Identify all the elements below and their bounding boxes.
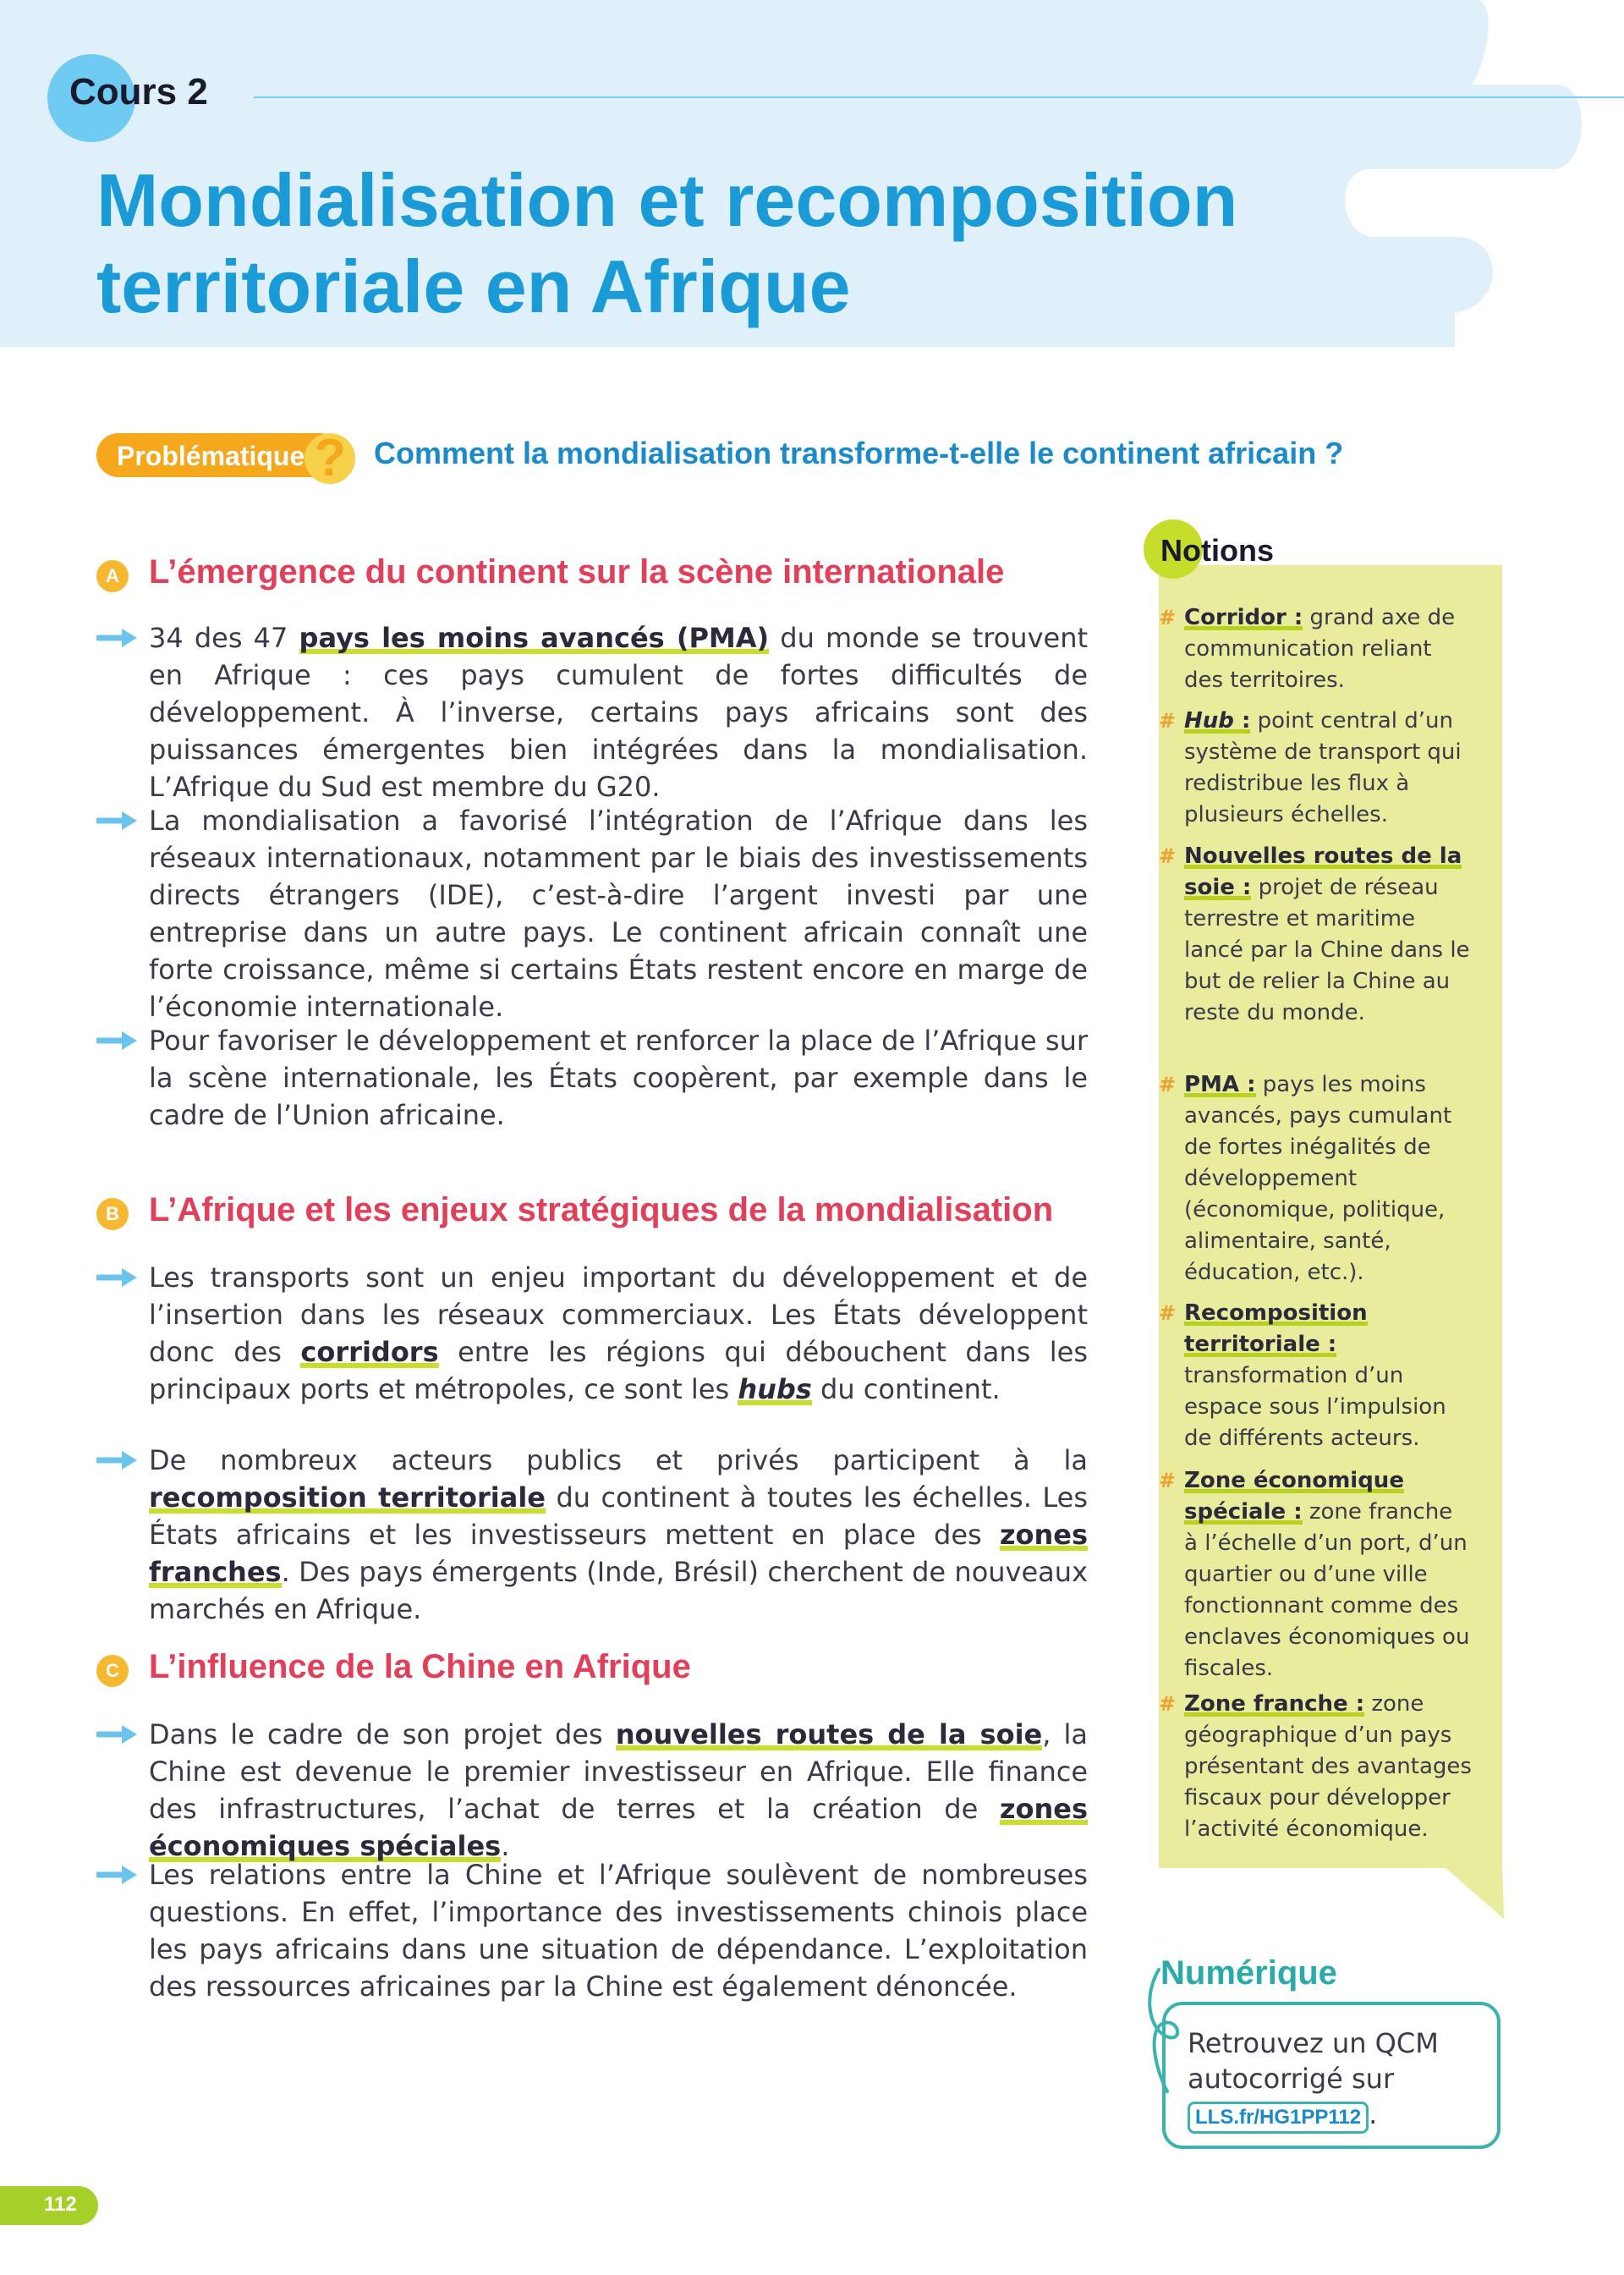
section-b-badge: B [96, 1198, 129, 1230]
curl-icon [1133, 1965, 1193, 2100]
notion-item: # Hub : point central d’un système de transport qui redistribue les flux à plusieurs échelles. [1184, 706, 1472, 831]
term-routes-soie: nouvelles routes de la soie [615, 1718, 1043, 1750]
svg-text:?: ? [314, 429, 346, 487]
numerique-text: Retrouvez un QCM autocorrigé sur LLS.fr/HG1PP112 . [1188, 2025, 1484, 2134]
term-hubs: hubs [738, 1373, 812, 1405]
arrow-icon [96, 1863, 140, 1887]
cours-divider [254, 96, 1624, 98]
hash-icon: # [1159, 844, 1177, 868]
section-b-title: L’Afrique et les enjeux stratégiques de la mondialisation [149, 1191, 1054, 1228]
term-zones-franches: zones franches [149, 1519, 1088, 1588]
cours-label: Cours 2 [69, 71, 208, 113]
hash-icon: # [1159, 709, 1177, 733]
section-c-paragraph-2: Les relations entre la Chine et l’Afrique soulèvent de nombreuses questions. En effet, l’importance des investissements chinois place les pays africains dans une situation de dépendance. L’exploitation des ressources africaines par la Chine est également dénoncée. [149, 1859, 1088, 2003]
numerique-title: Numérique [1160, 1954, 1337, 1992]
section-a-paragraph-1: 34 des 47 pays les moins avancés (PMA) du monde se trouvent en Afrique : ces pays cumulent de fortes difficultés de développement. À l’inverse, certains pays africains sont des puissances émergentes bien intégrées dans la mondialisation. L’Afrique du Sud est membre du G20. [149, 622, 1089, 803]
section-c-paragraph-1: Dans le cadre de son projet des nouvelles routes de la soie, la Chine est devenue le premier investisseur en Afrique. Elle finance des infrastructures, l’achat de terres et la création de zones économiques spéciales. [149, 1718, 1089, 1862]
term-zones-economiques: zones économiques spéciales [149, 1793, 1088, 1862]
question-mark-icon [301, 420, 359, 489]
hash-icon: # [1159, 1692, 1177, 1716]
notion-item: # Corridor : grand axe de communication reliant des territoires. [1184, 602, 1472, 696]
section-c-title: L’influence de la Chine en Afrique [149, 1648, 691, 1685]
arrow-icon [96, 809, 140, 833]
arrow-icon [96, 1723, 140, 1746]
arrow-icon [96, 1266, 140, 1289]
term-recomposition: recomposition territoriale [149, 1481, 546, 1514]
arrow-icon [96, 1029, 140, 1052]
section-a-paragraph-3: Pour favoriser le développement et renforcer la place de l’Afrique sur la scène internationale, les États coopèrent, par exemple dans le cadre de l’Union africaine. [149, 1025, 1089, 1131]
notion-item: # Nouvelles routes de la soie : projet de réseau terrestre et maritime lancé par la Chine dans le but de relier la Chine au reste du monde. [1184, 841, 1472, 1029]
hash-icon: # [1159, 1301, 1177, 1325]
problematique-question: Comment la mondialisation transforme-t-elle le continent africain ? [374, 436, 1344, 470]
notion-item: # Zone franche : zone géographique d’un pays présentant des avantages fiscaux pour développer l’activité économique. [1184, 1689, 1472, 1845]
problematique-label: Problématique [117, 441, 305, 471]
section-a-badge: A [96, 560, 129, 592]
section-a-title: L’émergence du continent sur la scène internationale [149, 553, 1005, 591]
notion-item: # Zone économique spéciale : zone franche à l’échelle d’un port, d’un quartier ou d’une ville fonctionnant comme des enclaves économiques ou fiscales. [1184, 1465, 1472, 1684]
section-a-paragraph-2: La mondialisation a favorisé l’intégration de l’Afrique dans les réseaux internationaux, notamment par le biais des investissements directs étrangers (IDE), c’est-à-dire l’argent investi par une entreprise dans un autre pays. Le continent africain connaît une forte croissance, même si certains États restent encore en marge de l’économie internationale. [149, 805, 1088, 1023]
numerique-link[interactable]: LLS.fr/HG1PP112 [1188, 2102, 1369, 2134]
notions-title: Notions [1160, 533, 1274, 568]
notion-item: # PMA : pays les moins avancés, pays cumulant de fortes inégalités de développement (économique, politique, alimentaire, santé, éducation, etc.). [1184, 1069, 1472, 1289]
hash-icon: # [1159, 606, 1177, 629]
notion-item: # Recomposition territoriale : transformation d’un espace sous l’impulsion de différents acteurs. [1184, 1298, 1472, 1454]
hash-icon: # [1159, 1073, 1177, 1096]
section-b-paragraph-2: De nombreux acteurs publics et privés participent à la recomposition territoriale du continent à toutes les échelles. Les États africains et les investisseurs mettent en place des zones franches. Des pays émergents (Inde, Brésil) cherchent de nouveaux marchés en Afrique. [149, 1444, 1089, 1625]
section-c-badge: C [96, 1655, 129, 1687]
notions-tail [1438, 1861, 1506, 1921]
page-number: 112 [44, 2193, 77, 2216]
term-corridors: corridors [300, 1336, 439, 1368]
arrow-icon [96, 1448, 140, 1472]
term-pma: pays les moins avancés (PMA) [299, 622, 770, 654]
page-title: Mondialisation et recomposition territoriale en Afrique [96, 158, 1238, 328]
section-b-paragraph-1: Les transports sont un enjeu important du développement et de l’insertion dans les réseaux commerciaux. Les États développent donc des corridors entre les régions qui débouchent dans les principaux ports et métropoles, ce sont les hubs du continent. [149, 1261, 1089, 1405]
hash-icon: # [1159, 1469, 1177, 1492]
arrow-icon [96, 626, 140, 650]
